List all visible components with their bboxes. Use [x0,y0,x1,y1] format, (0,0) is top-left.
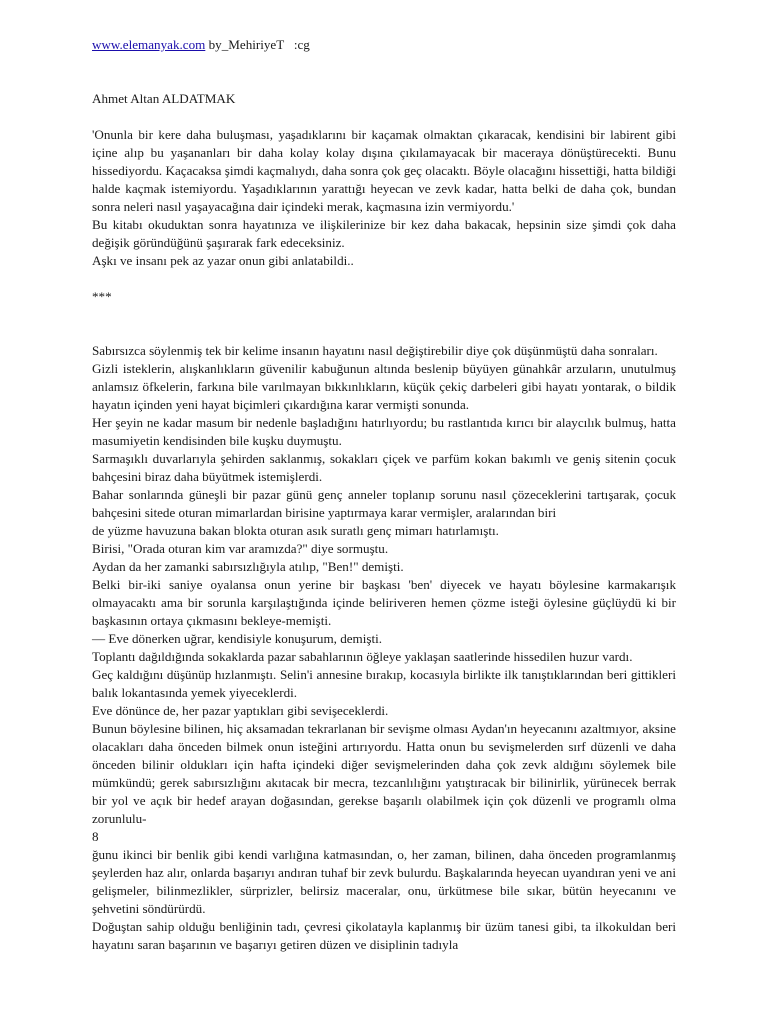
body-paragraph: Bahar sonlarında güneşli bir pazar günü genç anneler toplanıp sorunu nasıl çözeceklerini tartışarak, çocuk bahçesini sitede oturan mimarlardan birisine yaptırmaya karar vermişler, aralarından biri [92,487,676,520]
body-paragraph: Eve dönünce de, her pazar yaptıkları gibi sevişeceklerdi. [92,703,389,718]
intro-paragraph: Bu kitabı okuduktan sonra hayatınıza ve ilişkilerinize bir kez daha bakacak, hepsinin size şimdi çok daha değişik göründüğünü şaşırarak fark edeceksiniz. [92,217,676,250]
document-header [92,36,676,54]
document-page [92,36,676,954]
body-paragraph: Doğuştan sahip olduğu benliğinin tadı, çevresi çikolatayla kaplanmış bir üzüm tanesi gibi, ta ilkokuldan beri hayatını saran başarının ve başarıyı getiren düzen ve disiplinin tadıyla [92,919,676,952]
body-paragraph: Her şeyin ne kadar masum bir nedenle başladığını hatırlıyordu; bu rastlantıda kırıcı bir alaycılık bulmuş, hatta masumiyetin kendisinden bile kuşku duymuştu. [92,415,676,448]
body-paragraph: Birisi, "Orada oturan kim var aramızda?" diye sormuştu. [92,541,389,556]
body-paragraph: Sarmaşıklı duvarlarıyla şehirden saklanmış, sokakları çiçek ve parfüm kokan bakımlı ve geniş sitenin çocuk bahçesini biraz daha büyütmek istemişlerdi. [92,451,676,484]
document-title: Ahmet Altan ALDATMAK [92,91,236,106]
body-paragraph: Gizli isteklerin, alışkanlıkların güvenilir kabuğunun altında beslenip büyüyen günahkâr arzuların, unutulmuş anlamsız öfkelerin, farkına bile varılmayan bıkkınlıkların, küçük çekiç darbeleri gibi hayatı yontarak, o bildik hayatın içinden yeni hayat biçimleri çıkardığına karar vermişti sonunda. [92,361,676,412]
spacer [92,306,676,324]
source-link[interactable]: www.elemanyak.com [92,37,206,52]
body-paragraph: Sabırsızca söylenmiş tek bir kelime insanın hayatını nasıl değiştirebilir diye çok düşünmüştü daha sonraları. [92,343,658,358]
credit-text: by_MehiriyeT :cg [205,37,310,52]
spacer [92,108,676,126]
body-paragraph: Toplantı dağıldığında sokaklarda pazar sabahlarının öğleye yaklaşan saatlerinde hissedilen huzur vardı. [92,649,633,664]
body-paragraph: Aydan da her zamanki sabırsızlığıyla atılıp, "Ben!" demişti. [92,559,404,574]
section-separator: *** [92,289,112,304]
intro-quote: 'Onunla bir kere daha buluşması, yaşadıklarını bir kaçamak olmaktan çıkaracak, kendisini bir labirent gibi içine alıp bu yaşananları bir daha kolay kolay dışına çıkılamayacak bir maceraya dönüştürecekti. Bunu hissediyordu. Kaçacaksa şimdi kaçmalıydı, daha sonra çok geç olacaktı. Böyle olacağını hissettiği, hatta bildiği halde kaçmak istemiyordu. Yaşadıklarının yarattığı heyecan ve zevk kadar, hatta belki de daha çok, bundan sonra neleri nasıl yaşayacağına dair içindeki merak, kaçmasına izin vermiyordu.' [92,127,676,214]
body-paragraph: Geç kaldığını düşünüp hızlanmıştı. Selin'i annesine bırakıp, kocasıyla birlikte ilk tanıştıklarından beri gittikleri balık lokantasında yemek yiyeceklerdi. [92,667,676,700]
intro-paragraph: Aşkı ve insanı pek az yazar onun gibi anlatabildi.. [92,253,354,268]
body-paragraph: ğunu ikinci bir benlik gibi kendi varlığına katmasından, o, her zaman, bilinen, daha önceden programlanmış şeylerden haz alır, onlarda başarıyı andıran tuhaf bir zevk bulurdu. Başkalarında heyecan uyandıran yeni ve ani gelişmeler, bilinmezlikler, sürprizler, belirsiz maceralar, onu, ürkütmese bile sıkar, bütün heyecanını ve şehvetini söndürürdü. [92,847,676,916]
body-paragraph: Belki bir-iki saniye oyalansa onun yerine bir başkası 'ben' diyecek ve hayatı böylesine karmakarışık olmayacaktı ama bir sorunla karşılaştığında içinde beliriveren hemen çözme isteği öylesine güçlüydü ki bir başkasının ortaya çıkmasını bekleye-memişti. [92,577,676,628]
page-number: 8 [92,829,99,844]
body-paragraph: Bunun böylesine bilinen, hiç aksamadan tekrarlanan bir sevişme olması Aydan'ın heyecanını azaltmıyor, aksine olacakları daha önceden bilmek onun isteğini artırıyordu. Hatta onun bu sevişmelerden sırf düzenli ve daha önceden bilinir oldukları için hafta içindeki diğer sevişmelerinden daha çok zevk aldığını söylemek bile mümkündü; gerek sabırsızlığını akıtacak bir mecra, tezcanlılığını yatıştıracak bir bilinirlik, yürünecek berrak bir yol ve açık bir hedef arayan doğasından, gerekse başarılı olabilmek için çok düzenli ve programlı olma zorunlulu- [92,721,676,826]
body-paragraph: de yüzme havuzuna bakan blokta oturan asık suratlı genç mimarı hatırlamıştı. [92,523,499,538]
spacer [92,324,676,342]
body-paragraph: — Eve dönerken uğrar, kendisiyle konuşurum, demişti. [92,631,383,646]
